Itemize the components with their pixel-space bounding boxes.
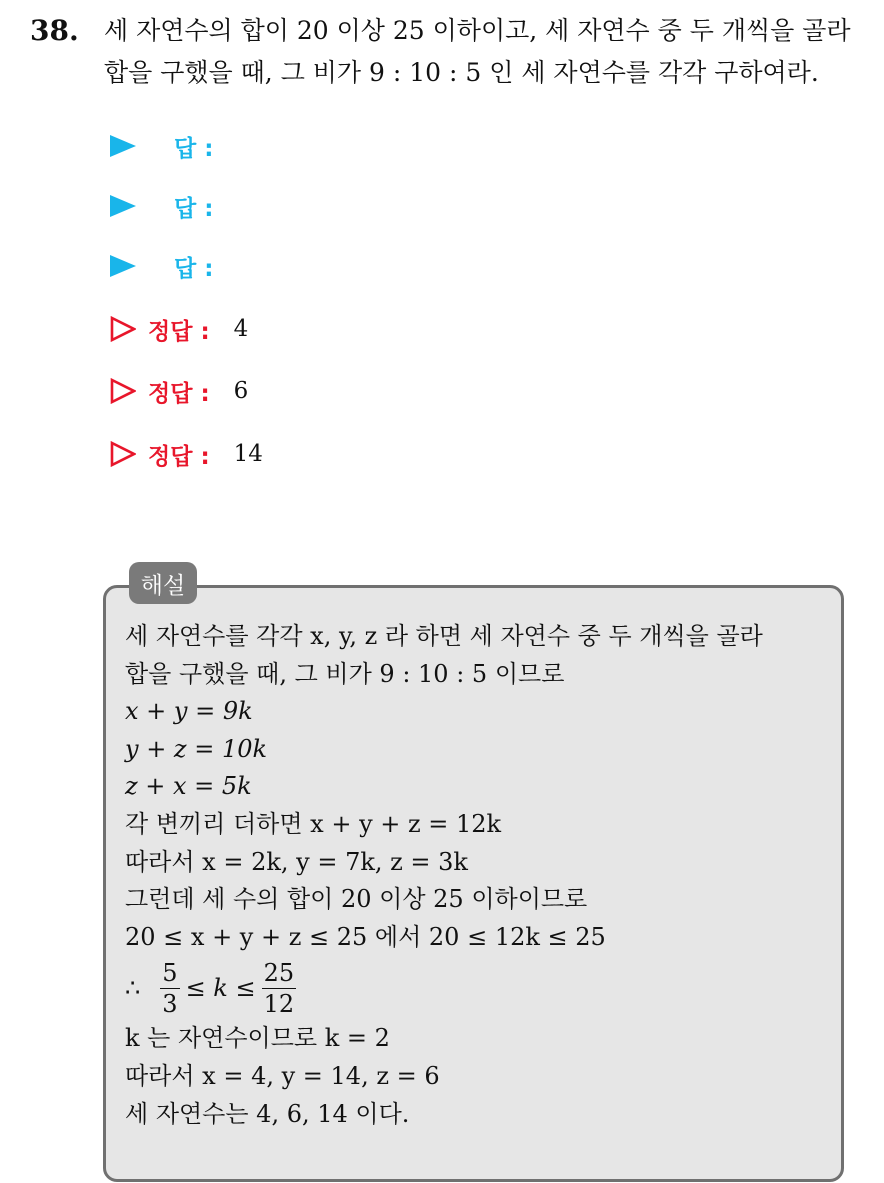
fraction-denominator: 3 [162, 989, 178, 1018]
solution-line: 세 자연수를 각각 x, y, z 라 하면 세 자연수 중 두 개씩을 골라 [125, 622, 763, 650]
play-triangle-icon [110, 255, 136, 277]
solution-body [125, 618, 835, 1133]
answer-label: 답 : [174, 255, 214, 282]
solution-line: 각 변끼리 더하면 x + y + z = 12k [125, 809, 502, 838]
answer-slot[interactable] [110, 126, 213, 166]
answer-slot[interactable] [110, 246, 213, 286]
play-triangle-icon [110, 195, 136, 217]
solution-equation: x + y = 9k [125, 697, 253, 726]
solution-line: 따라서 x = 4, y = 14, z = 6 [125, 1061, 440, 1090]
play-triangle-icon [110, 135, 136, 157]
answer-label: 답 : [174, 135, 214, 162]
correct-answer-row [110, 309, 248, 349]
correct-answer-row [110, 434, 263, 474]
problem-number: 38. [30, 14, 79, 47]
solution-tag: 해설 [129, 562, 197, 604]
solution-line: 세 자연수는 4, 6, 14 이다. [125, 1099, 410, 1128]
outline-triangle-icon [110, 378, 136, 404]
correct-answer-value: 14 [233, 441, 263, 467]
solution-equation: y + z = 10k [125, 734, 268, 763]
correct-answer-label: 정답 : [148, 380, 210, 407]
fraction [160, 958, 179, 1019]
problem-text [104, 10, 851, 94]
fraction-denominator: 12 [263, 989, 295, 1018]
correct-answer-value: 6 [233, 378, 249, 404]
outline-triangle-icon [110, 316, 136, 342]
fraction-numerator: 5 [162, 958, 178, 987]
answer-label: 답 : [174, 195, 214, 222]
solution-line: 그런데 세 수의 합이 20 이상 25 이하이므로 [125, 885, 588, 914]
solution-line: 20 ≤ x + y + z ≤ 25 에서 20 ≤ 12k ≤ 25 [125, 922, 606, 951]
fraction [262, 958, 297, 1019]
problem-line: 합을 구했을 때, 그 비가 9 : 10 : 5 인 세 자연수를 각각 구하여라. [104, 58, 819, 87]
answer-slot[interactable] [110, 186, 213, 226]
therefore-symbol: ∴ [125, 973, 141, 1002]
solution-line: k 는 자연수이므로 k = 2 [125, 1024, 390, 1053]
inequality-middle: ≤ k ≤ [185, 973, 256, 1002]
correct-answer-row [110, 371, 248, 411]
solution-line: 합을 구했을 때, 그 비가 9 : 10 : 5 이므로 [125, 659, 565, 688]
outline-triangle-icon [110, 441, 136, 467]
correct-answer-label: 정답 : [148, 318, 210, 345]
fraction-numerator: 25 [263, 958, 295, 987]
correct-answer-label: 정답 : [148, 443, 210, 470]
problem-line: 세 자연수의 합이 20 이상 25 이하이고, 세 자연수 중 두 개씩을 골라 [104, 16, 851, 45]
correct-answer-value: 4 [233, 316, 249, 342]
solution-inequality [125, 956, 835, 1020]
solution-equation: z + x = 5k [125, 772, 252, 801]
solution-line: 따라서 x = 2k, y = 7k, z = 3k [125, 847, 468, 876]
